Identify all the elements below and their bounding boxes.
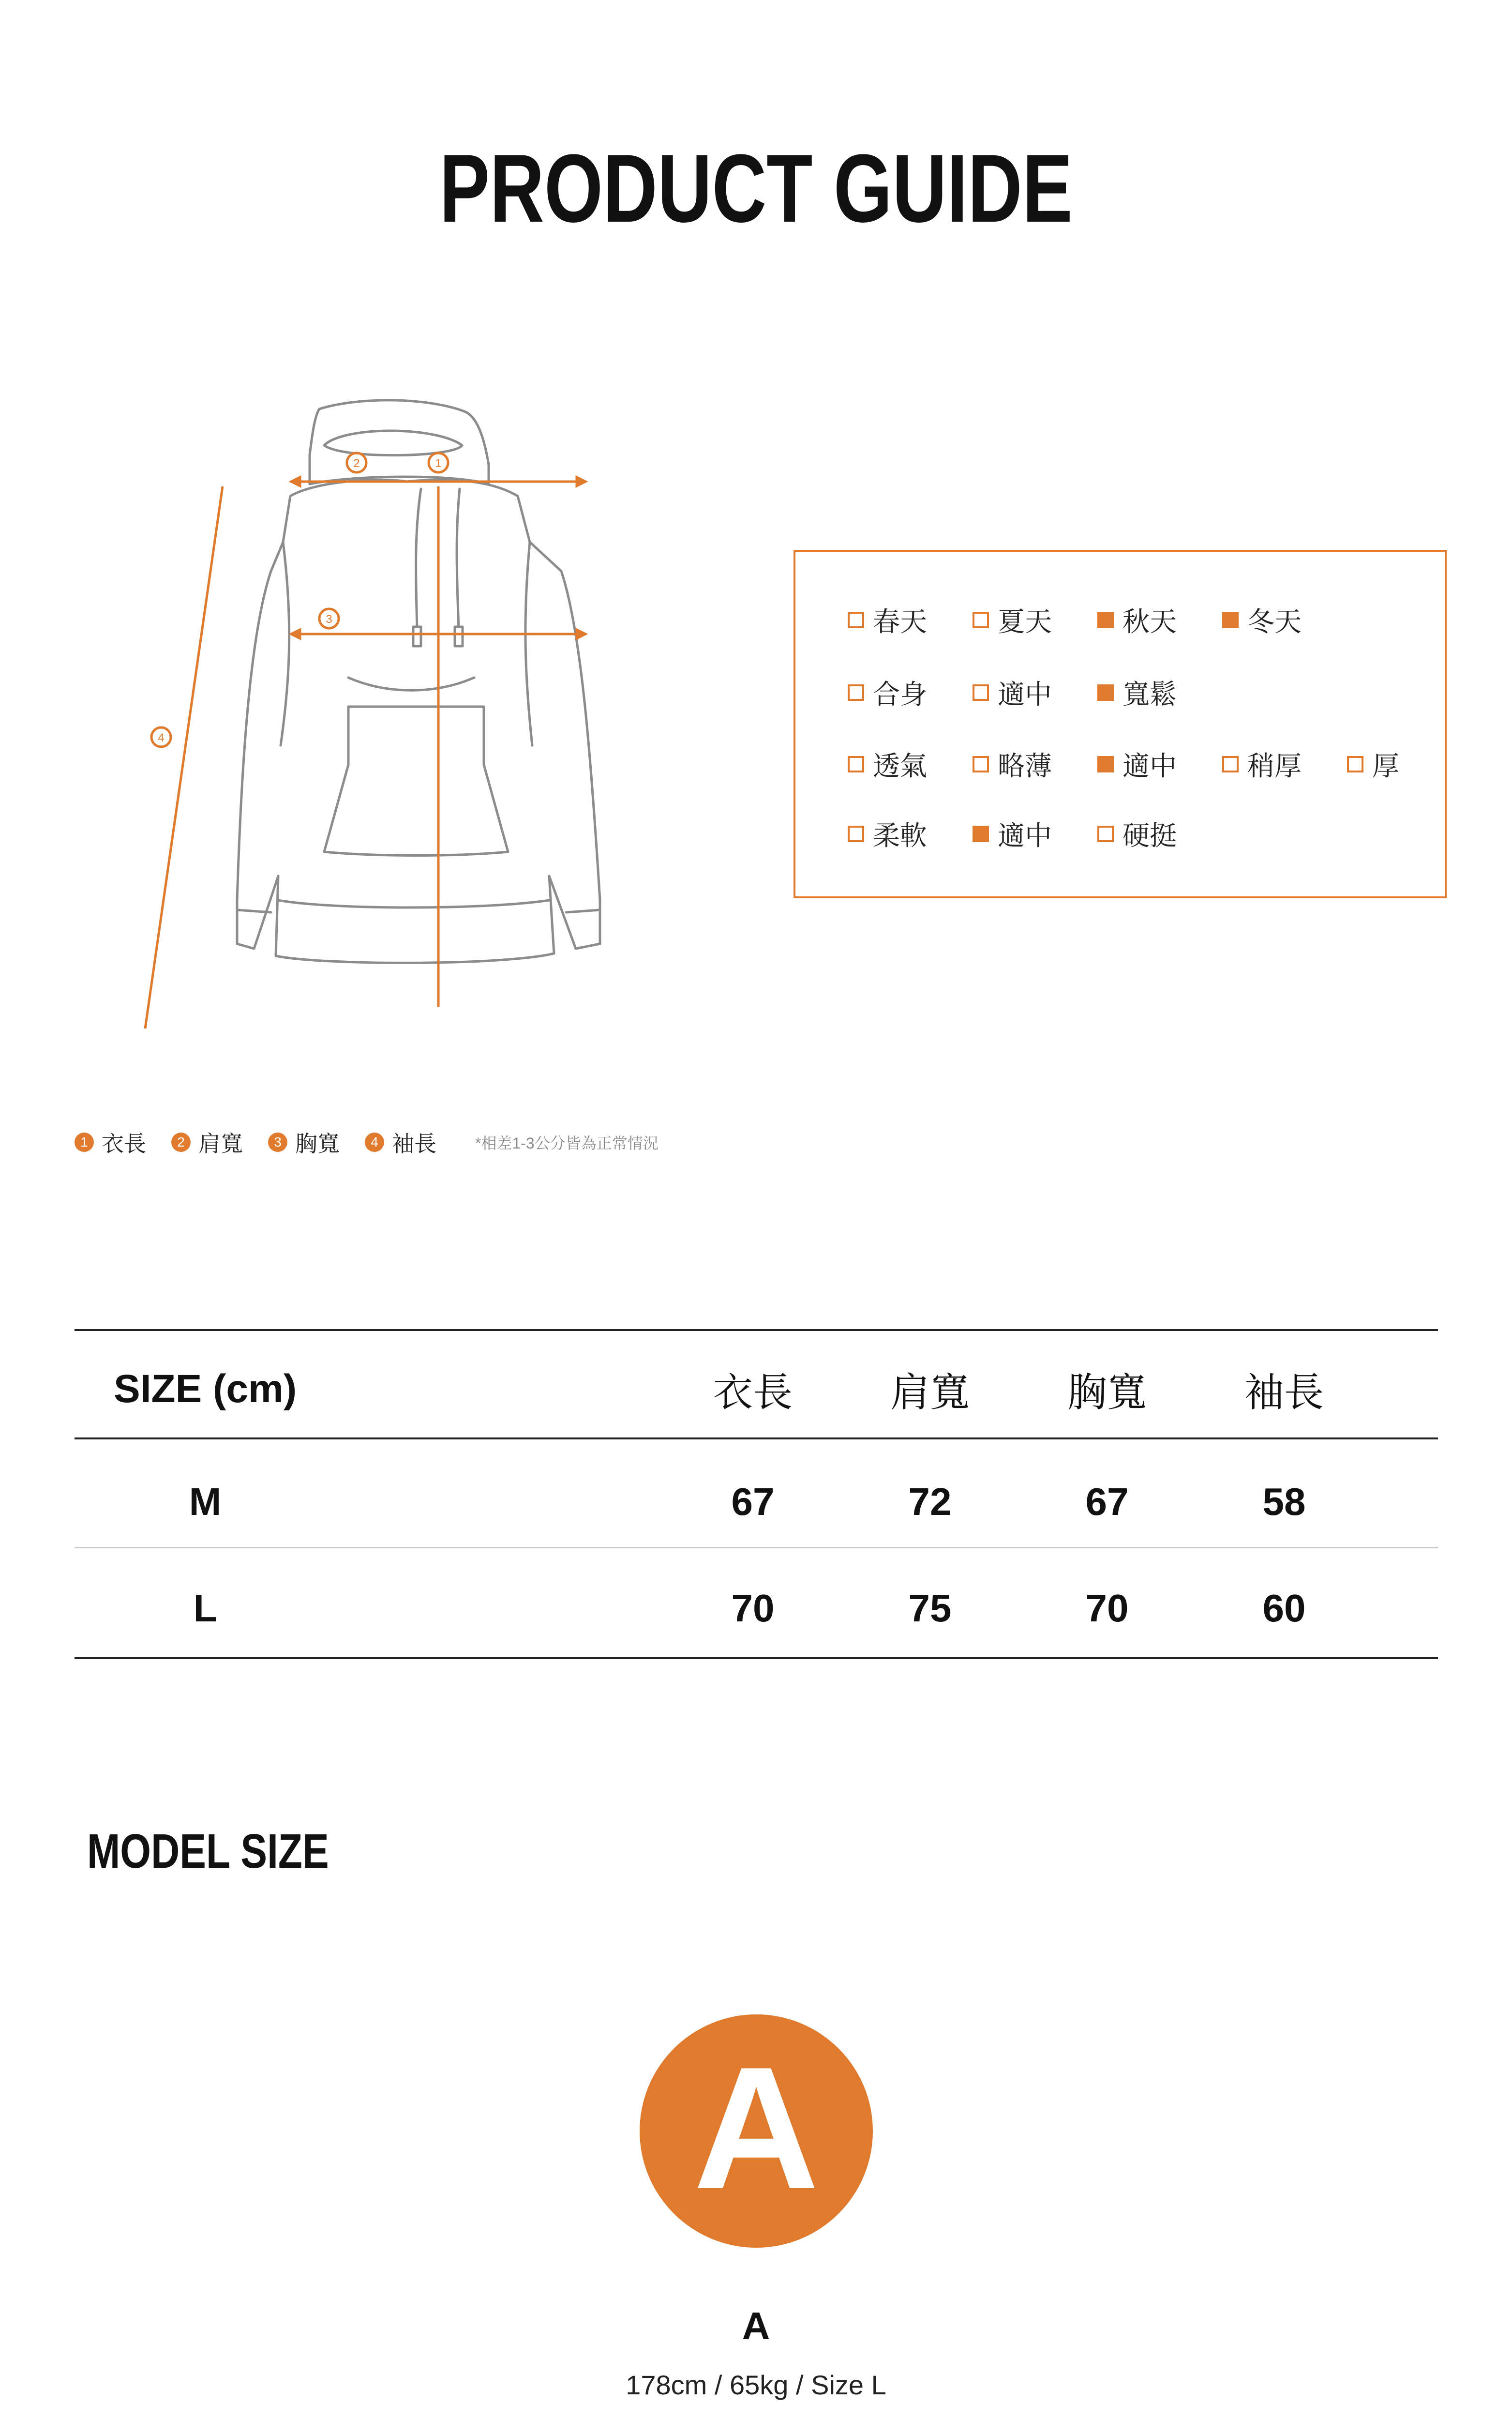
checkbox (1347, 756, 1363, 772)
table-cell: 58 (1262, 1480, 1306, 1523)
option-label: 寬鬆 (1123, 679, 1177, 710)
arrowhead (577, 477, 585, 486)
kangaroo-pocket (324, 707, 508, 856)
table-cell: 70 (731, 1587, 775, 1630)
tolerance-note: *相差1-3公分皆為正常情況 (475, 1134, 659, 1152)
marker-3-label: 3 (326, 613, 332, 626)
checkbox-checked (1097, 684, 1114, 701)
checkbox-checked (1097, 756, 1114, 772)
legend-number: 4 (365, 1133, 384, 1152)
hoodie-measurement-diagram (116, 378, 716, 1065)
option-label: 適中 (1123, 751, 1177, 781)
option-autumn (1097, 601, 1222, 639)
option-soft (848, 815, 973, 853)
checkbox (1097, 826, 1114, 842)
option-thin (973, 745, 1097, 784)
option-label: 硬挺 (1123, 820, 1177, 851)
option-label: 稍厚 (1247, 751, 1302, 781)
table-bottom-rule (75, 1657, 1438, 1659)
table-cell: 60 (1262, 1587, 1306, 1630)
legend-item-shoulder (171, 1126, 243, 1158)
option-spring (848, 601, 973, 639)
sleeve-length-line (145, 486, 223, 1028)
drawstring-tip-left (413, 627, 421, 646)
season-row (848, 603, 1347, 637)
option-fitted (848, 673, 973, 712)
table-row-size: M (189, 1480, 222, 1523)
legend-label: 衣長 (102, 1131, 146, 1156)
avatar-letter: A (693, 2031, 819, 2225)
table-row-size: L (193, 1587, 217, 1630)
option-regular-fit (973, 673, 1097, 712)
option-label: 適中 (998, 820, 1052, 851)
arrowhead (291, 477, 300, 486)
model-avatar (640, 2014, 873, 2248)
option-label: 適中 (998, 679, 1052, 710)
option-label: 合身 (873, 679, 927, 710)
model-size-title: MODEL SIZE (87, 1824, 329, 1878)
option-loose (1097, 673, 1222, 712)
legend-number: 1 (75, 1133, 94, 1152)
table-top-rule (75, 1329, 1438, 1331)
legend-item-sleeve (365, 1126, 436, 1158)
checkbox (848, 756, 864, 772)
column-header-shoulder: 肩寬 (890, 1370, 970, 1415)
option-label: 夏天 (998, 606, 1052, 637)
fabric-attributes-box (793, 550, 1447, 898)
checkbox (973, 612, 989, 628)
option-label: 略薄 (998, 751, 1052, 781)
page-title: PRODUCT GUIDE (439, 135, 1073, 242)
table-cell: 67 (731, 1480, 775, 1523)
option-label: 春天 (873, 606, 927, 637)
checkbox (848, 684, 864, 701)
legend-number: 3 (268, 1133, 287, 1152)
column-header-chest: 胸寬 (1067, 1370, 1147, 1415)
option-breathable (848, 745, 973, 784)
legend-item-chest (268, 1126, 340, 1158)
checkbox-checked (973, 826, 989, 842)
option-stiff (1097, 815, 1222, 853)
marker-4-label: 4 (158, 731, 165, 744)
fit-row (848, 676, 1222, 710)
softness-row (848, 817, 1222, 851)
arrowhead (577, 630, 585, 638)
checkbox (848, 612, 864, 628)
thickness-row (848, 747, 1415, 781)
option-slightly-thick (1222, 745, 1347, 784)
option-label: 冬天 (1247, 606, 1302, 637)
column-header-sleeve: 袖長 (1244, 1370, 1324, 1415)
option-medium-softness (973, 815, 1097, 853)
option-label: 柔軟 (873, 820, 927, 851)
option-label: 秋天 (1123, 606, 1177, 637)
checkbox-checked (1222, 612, 1239, 628)
marker-1-label: 1 (435, 457, 442, 470)
table-cell: 75 (908, 1587, 952, 1630)
measurement-legend (75, 1128, 659, 1157)
table-cell: 70 (1085, 1587, 1129, 1630)
option-winter (1222, 601, 1347, 639)
table-cell: 67 (1085, 1480, 1129, 1523)
option-medium-thickness (1097, 745, 1222, 784)
checkbox-checked (1097, 612, 1114, 628)
model-name: A (742, 2304, 770, 2347)
option-label: 透氣 (873, 751, 927, 781)
size-table-header: SIZE (cm) (114, 1367, 297, 1411)
checkbox (848, 826, 864, 842)
checkbox (973, 756, 989, 772)
option-label: 厚 (1372, 751, 1399, 781)
legend-label: 肩寬 (198, 1131, 243, 1156)
legend-label: 袖長 (392, 1131, 436, 1156)
option-summer (973, 601, 1097, 639)
checkbox (973, 684, 989, 701)
drawstring-tip-right (455, 627, 463, 646)
legend-item-length (75, 1126, 146, 1158)
table-cell: 72 (908, 1480, 952, 1523)
legend-number: 2 (171, 1133, 191, 1152)
option-thick (1347, 745, 1415, 784)
checkbox (1222, 756, 1239, 772)
table-row-divider (75, 1547, 1438, 1548)
legend-label: 胸寬 (295, 1131, 340, 1156)
marker-2-label: 2 (353, 457, 360, 470)
model-stats: 178cm / 65kg / Size L (626, 2370, 886, 2400)
column-header-length: 衣長 (713, 1370, 793, 1415)
table-header-rule (75, 1437, 1438, 1439)
